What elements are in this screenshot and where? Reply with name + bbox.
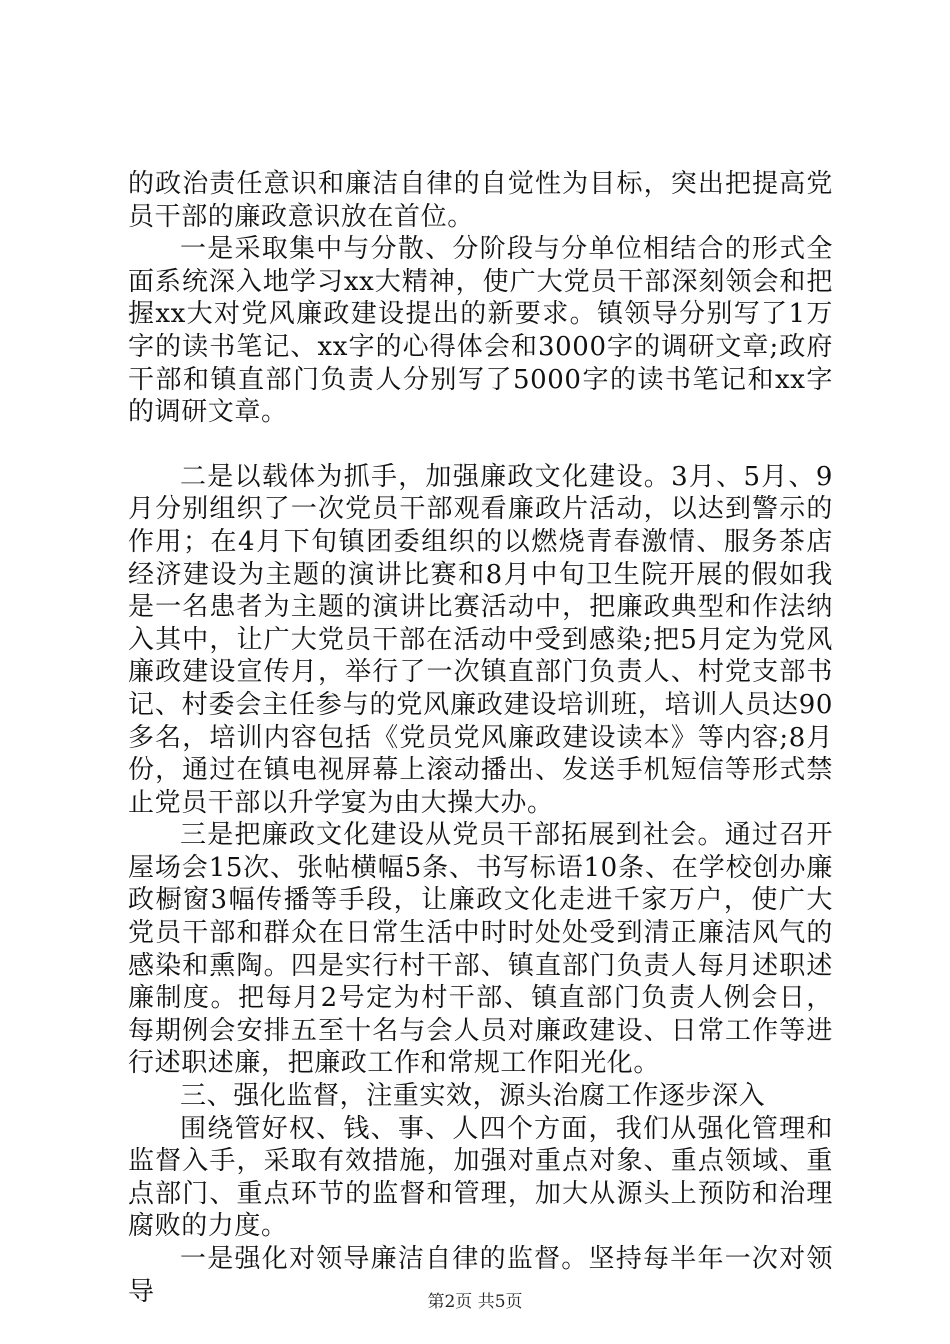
section-heading: 三、强化监督，注重实效，源头治腐工作逐步深入	[180, 1081, 766, 1112]
paragraph-society: 三是把廉政文化建设从党员干部拓展到社会。通过召开屋场会15次、张帖横幅5条、书写标语10条、在学校创办廉政橱窗3幅传播等手段，让廉政文化走进千家万户，使广大党员干部和群众在日常生活中时时处处受到清正廉洁风气的感染和熏陶。四是实行村干部、镇直部门负责人每月述职述廉制度。把每月2号定为村干部、镇直部门负责人例会日，每期例会安排五至十名与会人员对廉政建设、日常工作等进行述职述廉，把廉政工作和常规工作阳光化。	[128, 820, 833, 1079]
paragraph-leadership: 一是强化对领导廉洁自律的监督。坚持每半年一次对领导	[128, 1244, 833, 1307]
paragraph-supervision: 围绕管好权、钱、事、人四个方面，我们从强化管理和监督入手，采取有效措施，加强对重点对象、重点领域、重点部门、重点环节的监督和管理，加大从源头上预防和治理腐败的力度。	[128, 1113, 833, 1242]
page-footer: 第2页 共5页	[427, 1292, 523, 1312]
paragraph-study: 一是采取集中与分散、分阶段与分单位相结合的形式全面系统深入地学习xx大精神，使广大党员干部深刻领会和把握xx大对党风廉政建设提出的新要求。镇领导分别写了1万字的读书笔记、xx字的心得体会和3000字的调研文章;政府干部和镇直部门负责人分别写了5000字的读书笔记和xx字的调研文章。	[128, 234, 833, 428]
paragraph-culture: 二是以载体为抓手，加强廉政文化建设。3月、5月、9月分别组织了一次党员干部观看廉政片活动，以达到警示的作用；在4月下旬镇团委组织的以燃烧青春激情、服务茶店经济建设为主题的演讲比赛和8月中旬卫生院开展的假如我是一名患者为主题的演讲比赛活动中，把廉政典型和作法纳入其中，让广大党员干部在活动中受到感染;把5月定为党风廉政建设宣传月，举行了一次镇直部门负责人、村党支部书记、村委会主任参与的党风廉政建设培训班，培训人员达90多名，培训内容包括《党员党风廉政建设读本》等内容;8月份，通过在镇电视屏幕上滚动播出、发送手机短信等形式禁止党员干部以升学宴为由大操大办。	[128, 461, 833, 818]
document-body	[128, 168, 833, 1308]
paragraph-gap	[128, 429, 833, 461]
paragraph-continuation: 的政治责任意识和廉洁自律的自觉性为目标，突出把提高党员干部的廉政意识放在首位。	[128, 169, 833, 232]
